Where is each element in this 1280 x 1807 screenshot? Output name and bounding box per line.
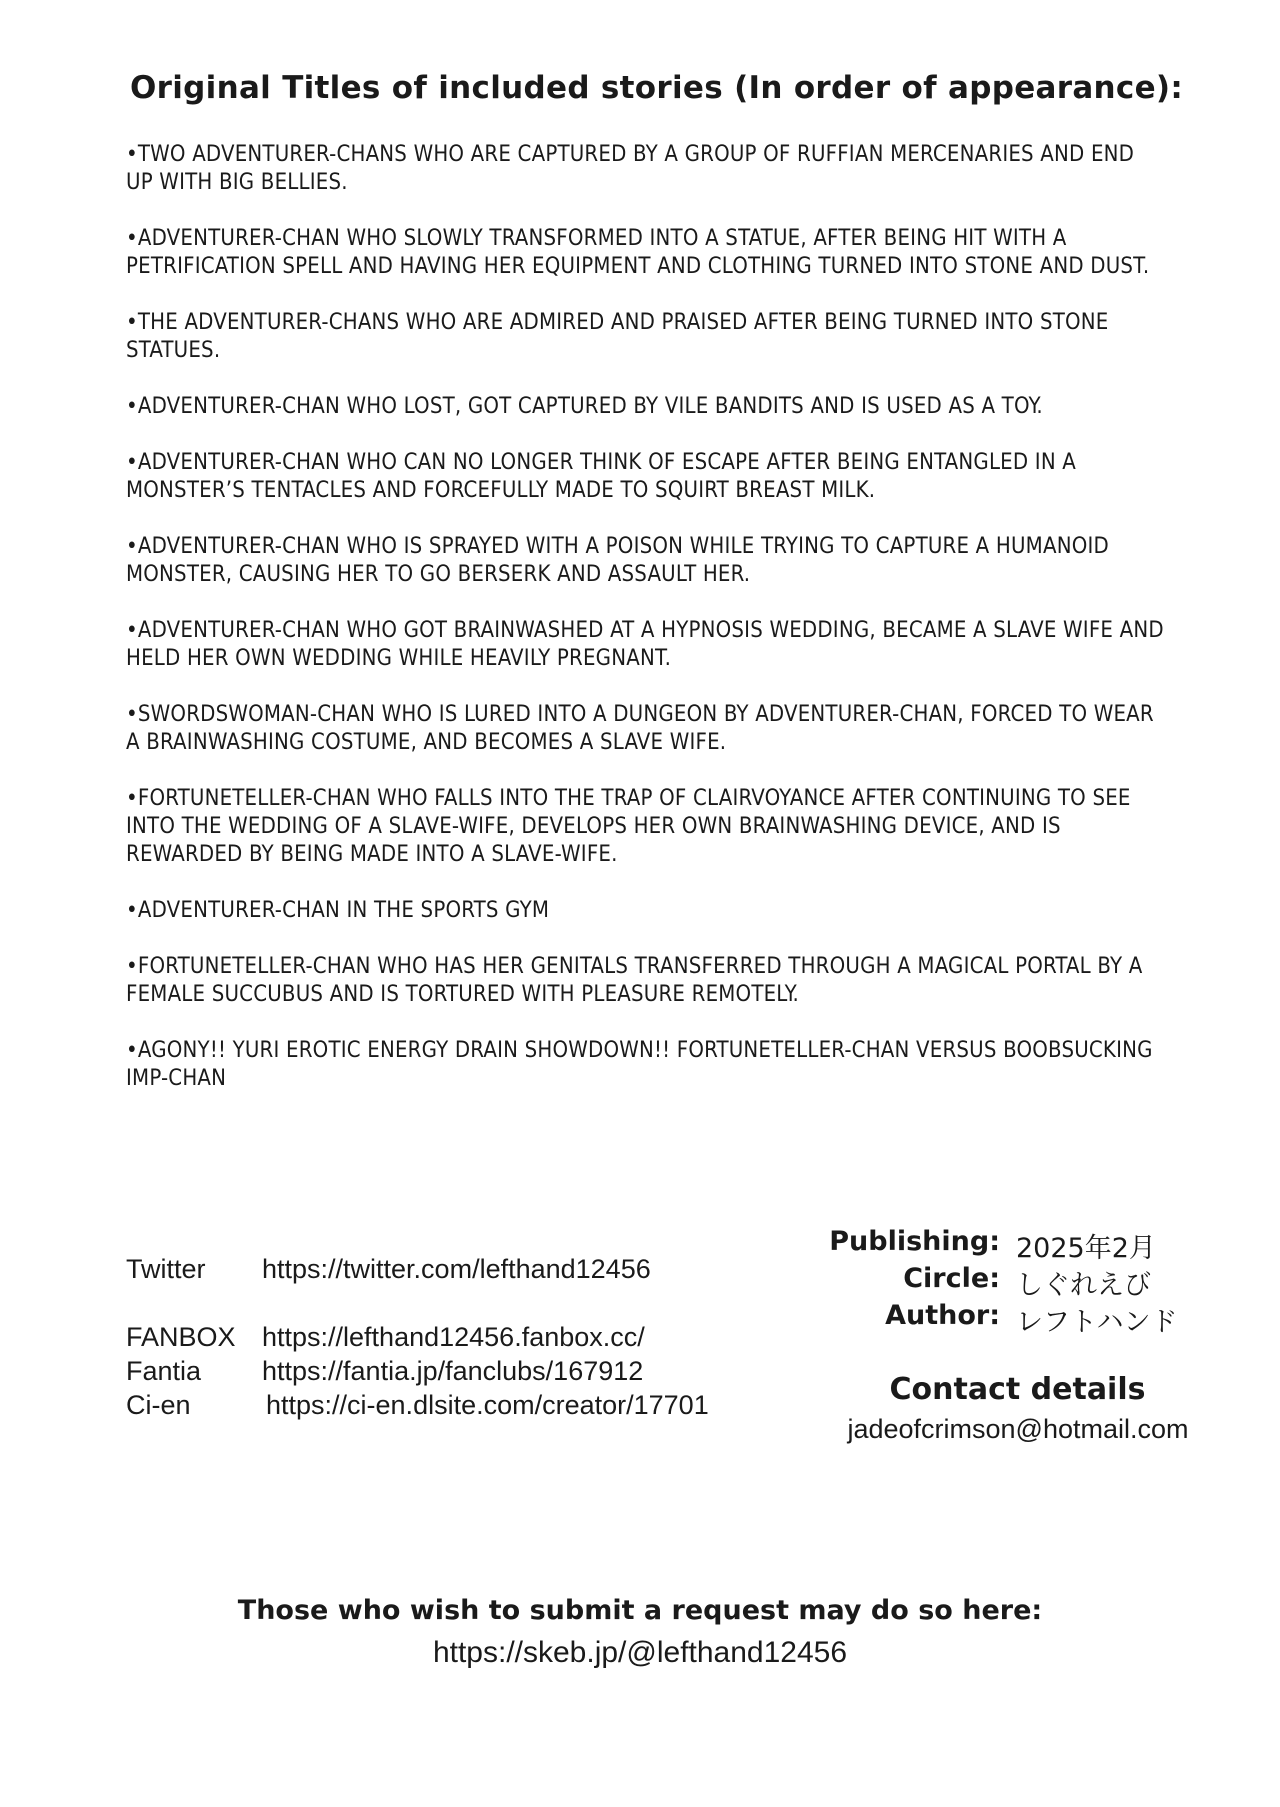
- link-label: Twitter: [126, 1254, 206, 1284]
- story-item: •SWORDSWOMAN-CHAN WHO IS LURED INTO A DUNGEON BY ADVENTURER-CHAN, FORCED TO WEAR A BRAINWASHING COSTUME, AND BECOMES A SLAVE WIFE.: [126, 702, 1154, 755]
- twitter-link[interactable]: https://twitter.com/lefthand12456: [262, 1254, 651, 1284]
- link-label: Ci-en: [126, 1390, 191, 1420]
- story-item: •ADVENTURER-CHAN WHO CAN NO LONGER THINK OF ESCAPE AFTER BEING ENTANGLED IN A MONSTER’S TENTACLES AND FORCEFULLY MADE TO SQUIRT BREAST MILK.: [126, 450, 1077, 503]
- page-heading: Original Titles of included stories (In order of appearance):: [130, 70, 1184, 106]
- pub-key: Publishing:: [829, 1226, 1000, 1257]
- contact-email[interactable]: jadeofcrimson@hotmail.com: [847, 1414, 1189, 1444]
- pub-value: 2025年2月: [1016, 1233, 1156, 1264]
- cien-link[interactable]: https://ci-en.dlsite.com/creator/17701: [266, 1390, 709, 1420]
- contact-title: Contact details: [889, 1372, 1146, 1407]
- story-item: •THE ADVENTURER-CHANS WHO ARE ADMIRED AND PRAISED AFTER BEING TURNED INTO STONE STATUES.: [126, 310, 1109, 363]
- request-section: [0, 1595, 1280, 1670]
- pub-value: レフトハンド: [1016, 1307, 1178, 1338]
- pub-key: Circle:: [903, 1263, 1000, 1294]
- story-item: •AGONY!! YURI EROTIC ENERGY DRAIN SHOWDOWN!! FORTUNETELLER-CHAN VERSUS BOOBSUCKING IMP-CHAN: [126, 1038, 1153, 1091]
- story-item: •ADVENTURER-CHAN WHO GOT BRAINWASHED AT A HYPNOSIS WEDDING, BECAME A SLAVE WIFE AND HELD HER OWN WEDDING WHILE HEAVILY PREGNANT.: [126, 618, 1164, 671]
- story-item: •ADVENTURER-CHAN WHO SLOWLY TRANSFORMED INTO A STATUE, AFTER BEING HIT WITH A PETRIFICATION SPELL AND HAVING HER EQUIPMENT AND CLOTHING TURNED INTO STONE AND DUST.: [126, 226, 1150, 279]
- story-item: •ADVENTURER-CHAN WHO LOST, GOT CAPTURED BY VILE BANDITS AND IS USED AS A TOY.: [126, 394, 1043, 419]
- story-item: •FORTUNETELLER-CHAN WHO HAS HER GENITALS TRANSFERRED THROUGH A MAGICAL PORTAL BY A FEMALE SUCCUBUS AND IS TORTURED WITH PLEASURE REMOTELY.: [126, 954, 1143, 1007]
- story-list: [126, 141, 1166, 1121]
- fantia-link[interactable]: https://fantia.jp/fanclubs/167912: [262, 1356, 644, 1386]
- link-label: FANBOX: [126, 1322, 236, 1352]
- request-text: Those who wish to submit a request may do so here:: [237, 1595, 1043, 1626]
- fanbox-link[interactable]: https://lefthand12456.fanbox.cc/: [262, 1322, 645, 1352]
- link-label: Fantia: [126, 1356, 202, 1386]
- story-item: •FORTUNETELLER-CHAN WHO FALLS INTO THE TRAP OF CLAIRVOYANCE AFTER CONTINUING TO SEE INTO THE WEDDING OF A SLAVE-WIFE, DEVELOPS HER OWN BRAINWASHING DEVICE, AND IS REWARDED BY BEING MADE INTO A SLAVE-WIFE.: [126, 786, 1131, 867]
- pub-key: Author:: [885, 1300, 1000, 1331]
- pub-value: しぐれえび: [1016, 1270, 1151, 1301]
- story-item: •TWO ADVENTURER-CHANS WHO ARE CAPTURED BY A GROUP OF RUFFIAN MERCENARIES AND END UP WITH BIG BELLIES.: [126, 142, 1135, 195]
- story-item: •ADVENTURER-CHAN IN THE SPORTS GYM: [126, 898, 550, 923]
- request-link[interactable]: https://skeb.jp/@lefthand12456: [432, 1636, 848, 1669]
- story-item: •ADVENTURER-CHAN WHO IS SPRAYED WITH A POISON WHILE TRYING TO CAPTURE A HUMANOID MONSTER, CAUSING HER TO GO BERSERK AND ASSAULT HER.: [126, 534, 1109, 587]
